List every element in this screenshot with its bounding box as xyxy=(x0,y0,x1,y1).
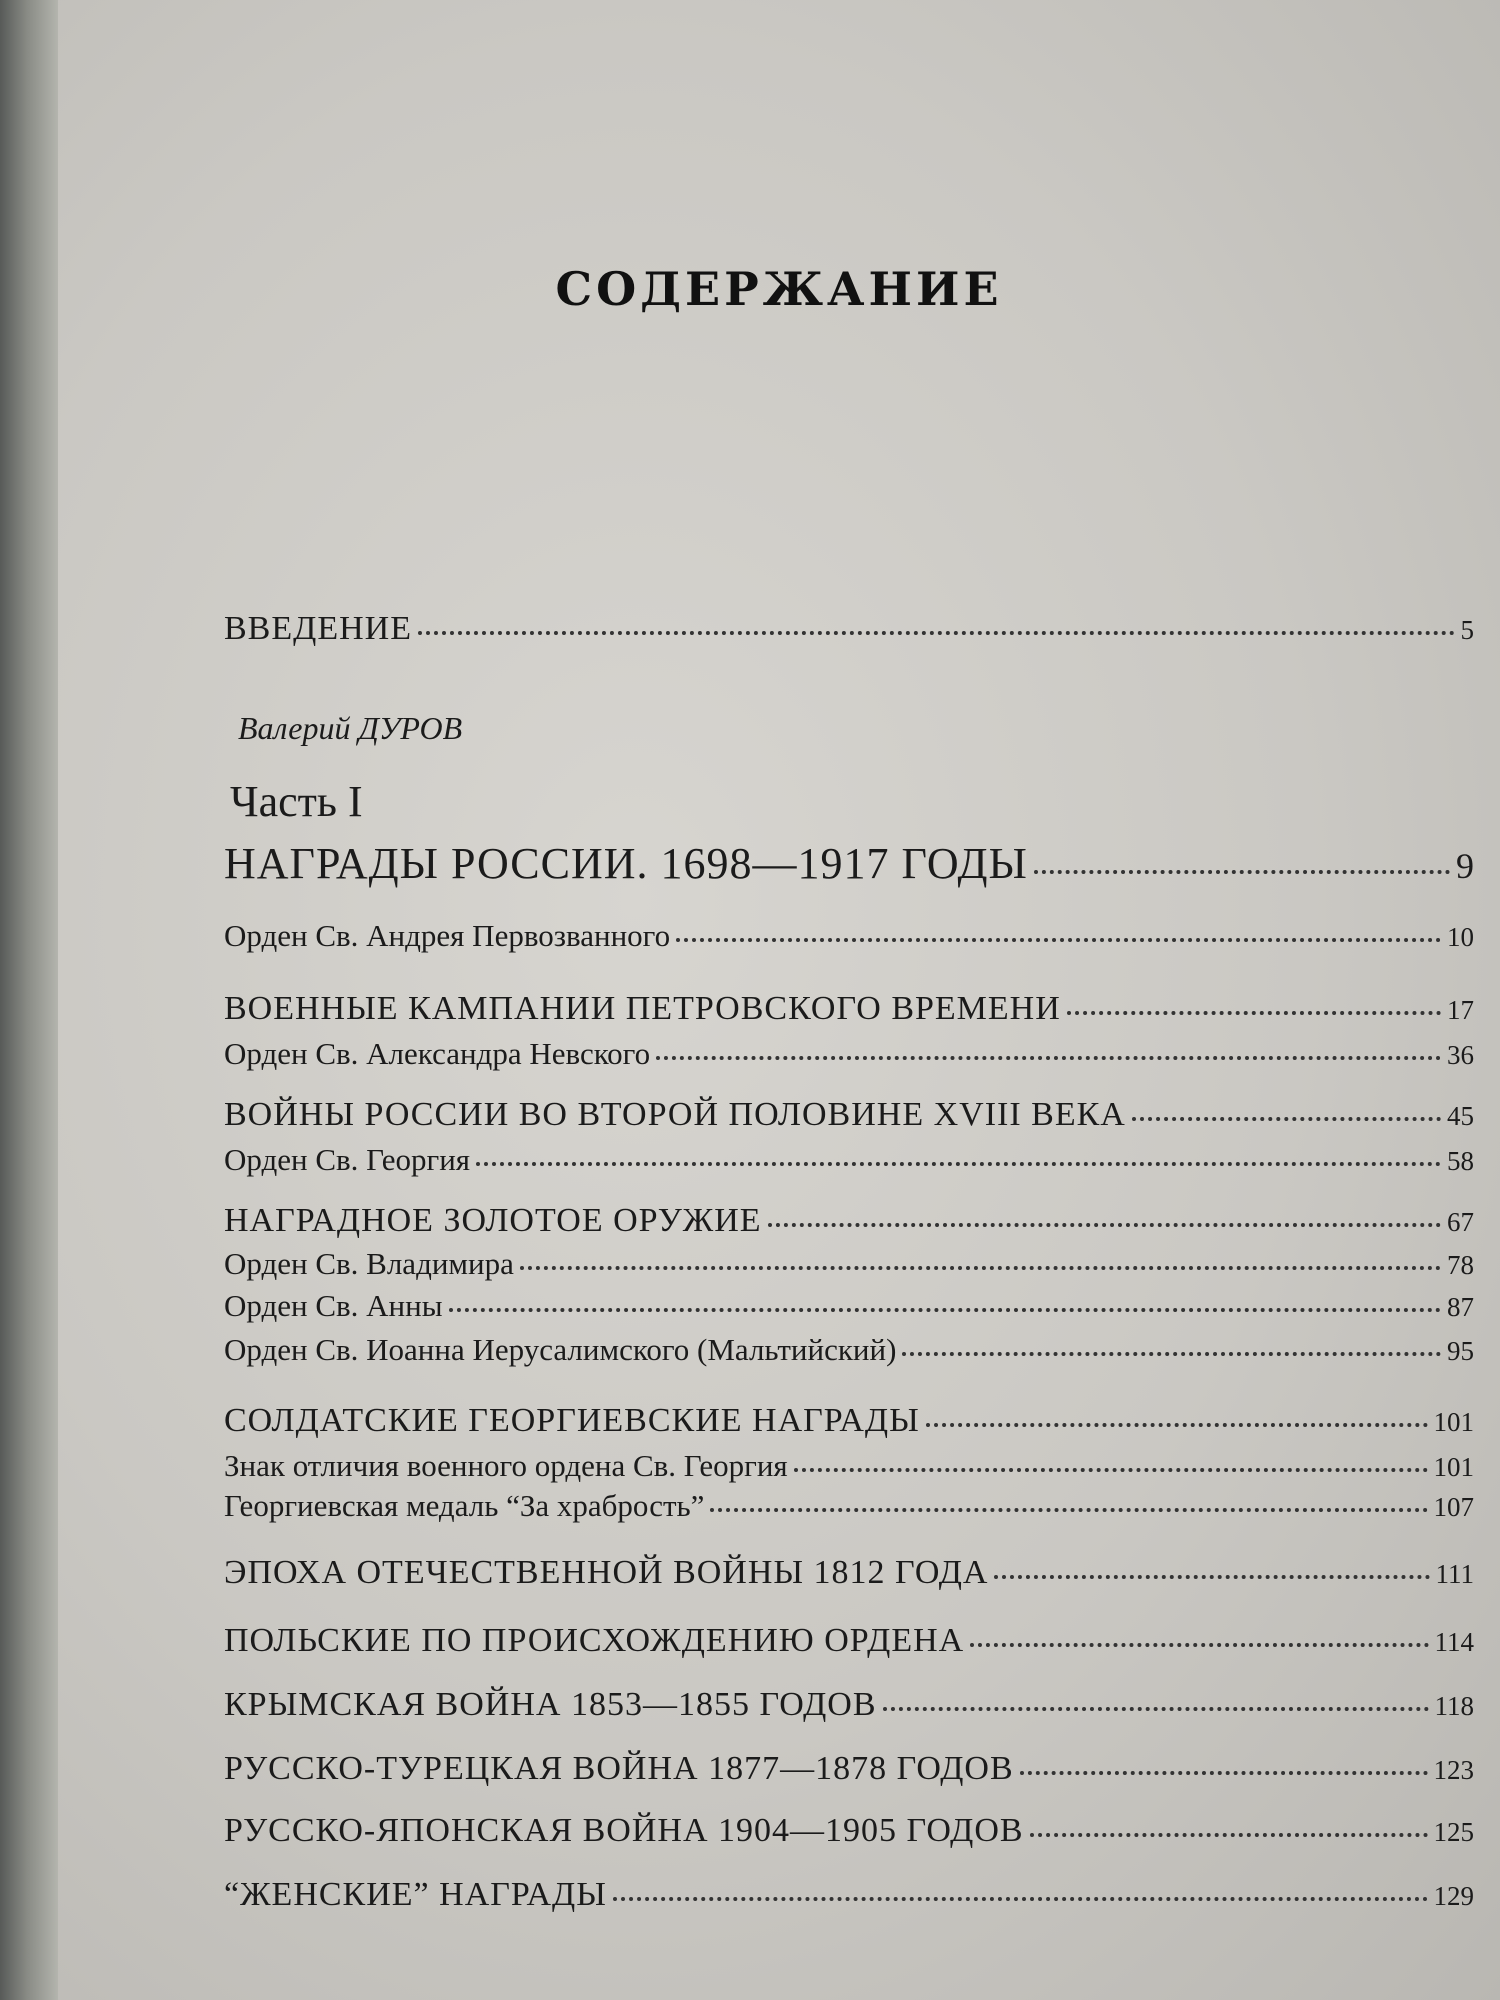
toc-leader-dots xyxy=(449,1306,1441,1312)
toc-leader-dots xyxy=(418,629,1455,635)
toc-title: НАГРАДЫ РОССИИ. 1698—1917 ГОДЫ xyxy=(224,839,1028,888)
toc-row-intro xyxy=(224,610,1474,648)
toc-title: Орден Св. Иоанна Иерусалимского (Мальтийский) xyxy=(224,1332,897,1367)
part-label: Часть I xyxy=(230,777,363,826)
toc-row xyxy=(224,1096,1474,1134)
toc-row xyxy=(224,918,1474,954)
toc-leader-dots xyxy=(1132,1115,1441,1121)
toc-leader-dots xyxy=(1020,1769,1428,1775)
book-page xyxy=(58,0,1500,2000)
toc-title: СОЛДАТСКИЕ ГЕОРГИЕВСКИЕ НАГРАДЫ xyxy=(224,1402,920,1439)
toc-row xyxy=(224,1142,1474,1178)
toc-page-number: 67 xyxy=(1447,1207,1474,1237)
toc-page-number: 87 xyxy=(1447,1292,1474,1322)
toc-title: Знак отличия военного ордена Св. Георгия xyxy=(224,1448,788,1483)
toc-leader-dots xyxy=(1030,1831,1428,1837)
toc-page-number: 123 xyxy=(1433,1755,1474,1785)
toc-page-number: 58 xyxy=(1447,1146,1474,1176)
toc-title: Георгиевская медаль “За храбрость” xyxy=(224,1488,705,1523)
toc-row xyxy=(224,1448,1474,1484)
toc-page-number: 101 xyxy=(1433,1452,1474,1482)
toc-row xyxy=(224,1812,1474,1850)
toc-leader-dots xyxy=(883,1705,1429,1711)
toc-row xyxy=(224,1332,1474,1368)
page-title: СОДЕРЖАНИЕ xyxy=(555,262,1003,316)
toc-title: КРЫМСКАЯ ВОЙНА 1853—1855 ГОДОВ xyxy=(224,1686,877,1723)
toc-page-number: 5 xyxy=(1460,615,1474,645)
toc-page-number: 45 xyxy=(1447,1101,1474,1131)
toc-page-number: 101 xyxy=(1433,1407,1474,1437)
toc-row xyxy=(224,1488,1474,1524)
toc-title: ЭПОХА ОТЕЧЕСТВЕННОЙ ВОЙНЫ 1812 ГОДА xyxy=(224,1554,989,1591)
toc-title: Орден Св. Александра Невского xyxy=(224,1036,651,1071)
toc-leader-dots xyxy=(710,1506,1427,1512)
toc-title: РУССКО-ЯПОНСКАЯ ВОЙНА 1904—1905 ГОДОВ xyxy=(224,1812,1024,1849)
toc-page-number: 118 xyxy=(1434,1691,1474,1721)
toc-page-number: 95 xyxy=(1447,1336,1474,1366)
toc-title: Орден Св. Владимира xyxy=(224,1246,514,1281)
toc-page-number: 129 xyxy=(1433,1881,1474,1911)
toc-title: РУССКО-ТУРЕЦКАЯ ВОЙНА 1877—1878 ГОДОВ xyxy=(224,1750,1014,1787)
toc-page-number: 78 xyxy=(1447,1250,1474,1280)
toc-page-number: 114 xyxy=(1434,1627,1474,1657)
toc-leader-dots xyxy=(676,936,1441,942)
toc-title: ВОЙНЫ РОССИИ ВО ВТОРОЙ ПОЛОВИНЕ XVIII ВЕКА xyxy=(224,1096,1126,1133)
toc-title: ВВЕДЕНИЕ xyxy=(224,610,412,647)
toc-title: Орден Св. Андрея Первозванного xyxy=(224,918,671,953)
toc-row xyxy=(224,1622,1474,1660)
toc-leader-dots xyxy=(1067,1009,1441,1015)
toc-leader-dots xyxy=(994,1573,1429,1579)
toc-page-number: 36 xyxy=(1447,1040,1474,1070)
toc-leader-dots xyxy=(656,1054,1441,1060)
author-name: Валерий ДУРОВ xyxy=(238,710,463,746)
toc-title: Орден Св. Анны xyxy=(224,1288,443,1323)
toc-title: “ЖЕНСКИЕ” НАГРАДЫ xyxy=(224,1876,607,1913)
toc-page-number: 10 xyxy=(1447,922,1474,952)
toc-leader-dots xyxy=(926,1421,1428,1427)
toc-leader-dots xyxy=(768,1221,1441,1227)
toc-leader-dots xyxy=(1034,868,1450,874)
toc-page-number: 125 xyxy=(1433,1817,1474,1847)
toc-page-number: 107 xyxy=(1433,1492,1474,1522)
toc-leader-dots xyxy=(520,1264,1441,1270)
toc-title: ВОЕННЫЕ КАМПАНИИ ПЕТРОВСКОГО ВРЕМЕНИ xyxy=(224,990,1061,1027)
toc-row xyxy=(224,1686,1474,1724)
toc-row xyxy=(224,1288,1474,1324)
toc-row xyxy=(224,990,1474,1028)
toc-leader-dots xyxy=(476,1160,1441,1166)
toc-row xyxy=(224,1750,1474,1788)
toc-row xyxy=(224,1402,1474,1440)
toc-row xyxy=(224,1246,1474,1282)
toc-leader-dots xyxy=(794,1466,1428,1472)
toc-page-number: 9 xyxy=(1456,846,1474,886)
toc-leader-dots xyxy=(970,1641,1428,1647)
toc-leader-dots xyxy=(902,1350,1441,1356)
toc-row xyxy=(224,1876,1474,1914)
toc-row xyxy=(224,1554,1474,1592)
toc-title: НАГРАДНОЕ ЗОЛОТОЕ ОРУЖИЕ xyxy=(224,1202,762,1239)
toc-page-number: 17 xyxy=(1447,995,1474,1025)
toc-row-part-title xyxy=(224,838,1474,889)
toc-title: ПОЛЬСКИЕ ПО ПРОИСХОЖДЕНИЮ ОРДЕНА xyxy=(224,1622,965,1659)
toc-row xyxy=(224,1202,1474,1240)
toc-leader-dots xyxy=(613,1895,1428,1901)
toc-page-number: 111 xyxy=(1435,1559,1474,1589)
page-edge xyxy=(0,0,62,2000)
toc-title: Орден Св. Георгия xyxy=(224,1142,471,1177)
toc-row xyxy=(224,1036,1474,1072)
